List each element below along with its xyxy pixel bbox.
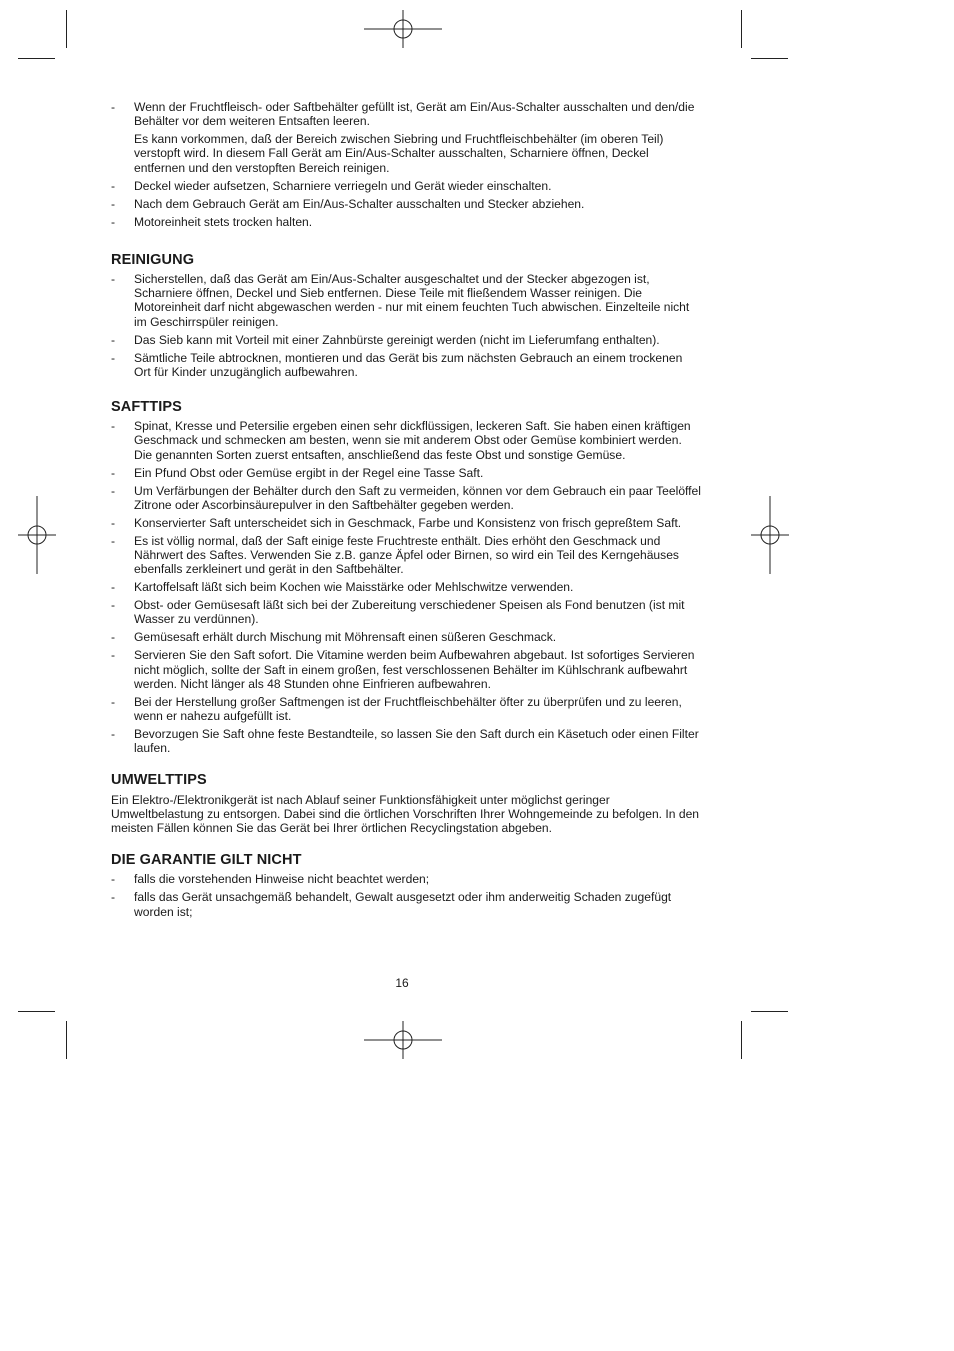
crop-mark (66, 10, 67, 48)
page-number: 16 (395, 976, 409, 990)
section-heading-safttips: SAFTTIPS (111, 399, 182, 416)
main-content (111, 100, 701, 923)
list-item: - falls das Gerät unsachgemäß behandelt, Gewalt ausgesetzt oder ihm anderweitig Schaden zugefügt worden ist; (111, 890, 701, 918)
list-item-continuation: Es kann vorkommen, daß der Bereich zwischen Siebring und Fruchtfleischbehälter (im oberen Teil) verstopft wird. In diesem Fall Gerät am Ein/Aus-Schalter ausschalten, Scharniere öffnen, Deckel entfernen und den verstopften Bereich reinigen. (134, 132, 664, 175)
list-item: - Konservierter Saft unterscheidet sich in Geschmack, Farbe und Konsistenz von frisch gepreßtem Saft. (111, 516, 701, 530)
registration-mark-bottom (364, 1021, 442, 1059)
crop-mark (751, 1011, 788, 1012)
list-item: - Bei der Herstellung großer Saftmengen ist der Fruchtfleischbehälter öfter zu überprüfen und zu leeren, wenn er nahezu aufgefüllt ist. (111, 695, 701, 723)
crop-mark (741, 1021, 742, 1059)
list-item: - Bevorzugen Sie Saft ohne feste Bestandteile, so lassen Sie den Saft durch ein Käsetuch oder einen Filter laufen. (111, 727, 701, 755)
list-item: - Das Sieb kann mit Vorteil mit einer Zahnbürste gereinigt werden (nicht im Lieferumfang enthalten). (111, 333, 701, 347)
list-item: - Um Verfärbungen der Behälter durch den Saft zu vermeiden, können vor dem Gebrauch ein paar Teelöffel Zitrone oder Ascorbinsäurepulver in den Saftbehälter gegeben werden. (111, 484, 701, 512)
list-item: - Motoreinheit stets trocken halten. (111, 215, 701, 229)
safttips-list (111, 419, 701, 755)
list-item: - Ein Pfund Obst oder Gemüse ergibt in der Regel eine Tasse Saft. (111, 466, 701, 480)
section-heading-umwelttips: UMWELTTIPS (111, 772, 207, 789)
list-item: - Wenn der Fruchtfleisch- oder Saftbehälter gefüllt ist, Gerät am Ein/Aus-Schalter ausschalten und den/die Behälter vor dem weiteren Entsaften leeren. (111, 100, 701, 128)
garantie-list (111, 872, 701, 918)
list-item: - Obst- oder Gemüsesaft läßt sich bei der Zubereitung verschiedener Speisen als Fond benutzen (ist mit Wasser zu verdünnen). (111, 598, 701, 626)
list-item: - Servieren Sie den Saft sofort. Die Vitamine werden beim Aufbewahren abgebaut. Ist sofortiges Servieren nicht möglich, sollte der Saft in einem großen, fest verschlossenen Behälter im Kühlschrank aufbewahrt werden. Nicht länger als 48 Stunden ohne Einfrieren aufbewahren. (111, 648, 701, 691)
list-item: - Gemüsesaft erhält durch Mischung mit Möhrensaft einen süßeren Geschmack. (111, 630, 701, 644)
list-item: - Es ist völlig normal, daß der Saft einige feste Fruchtreste enthält. Dies erhöht den Geschmack und Nährwert des Saftes. Verwenden Sie z.B. ganze Äpfel oder Birnen, so wird ein Teil des Kerngehäuses ebenfalls zerkleinert und gerät in den Saftbehälter. (111, 534, 701, 577)
section-heading-garantie: DIE GARANTIE GILT NICHT (111, 852, 302, 869)
list-item: - Nach dem Gebrauch Gerät am Ein/Aus-Schalter ausschalten und Stecker abziehen. (111, 197, 701, 211)
reinigung-list (111, 272, 701, 379)
registration-mark-right (751, 496, 789, 574)
list-item: - Sämtliche Teile abtrocknen, montieren und das Gerät bis zum nächsten Gebrauch an einem trockenen Ort für Kinder unzugänglich aufbewahren. (111, 351, 701, 379)
section-heading-reinigung: REINIGUNG (111, 251, 195, 268)
list-item: - Kartoffelsaft läßt sich beim Kochen wie Maisstärke oder Mehlschwitze verwenden. (111, 580, 701, 594)
registration-mark-top (364, 10, 442, 48)
crop-mark (741, 10, 742, 48)
list-item: - Spinat, Kresse und Petersilie ergeben einen sehr dickflüssigen, leckeren Saft. Sie haben einen kräftigen Geschmack und schmecken am besten, wenn sie mit anderem Obst oder Gemüse kombiniert werden. Die genannten Sorten zuerst entsaften, anschließend das feste Obst und sonstige Gemüse. (111, 419, 701, 462)
intro-list (111, 100, 701, 229)
crop-mark (18, 58, 55, 59)
list-item: - Deckel wieder aufsetzen, Scharniere verriegeln und Gerät wieder einschalten. (111, 179, 701, 193)
list-item: - falls die vorstehenden Hinweise nicht beachtet werden; (111, 872, 701, 886)
crop-mark (751, 58, 788, 59)
crop-mark (66, 1021, 67, 1059)
umwelttips-text: Ein Elektro-/Elektronikgerät ist nach Ablauf seiner Funktionsfähigkeit unter möglichst geringer Umweltbelastung zu entsorgen. Dabei sind die örtlichen Vorschriften Ihrer Wohngemeinde zu befolgen. In den meisten Fällen können Sie das Gerät bei Ihrer örtlichen Recyclingstation abgeben. (111, 792, 700, 836)
list-item: - Sicherstellen, daß das Gerät am Ein/Aus-Schalter ausgeschaltet und der Stecker abgezogen ist, Scharniere öffnen, Deckel und Sieb entfernen. Diese Teile mit fließendem Wasser reinigen. Die Motoreinheit darf nicht abgewaschen werden - nur mit einem feuchten Tuch abwischen. Einzelteile nicht im Geschirrspüler reinigen. (111, 272, 701, 329)
registration-mark-left (18, 496, 56, 574)
crop-mark (18, 1011, 55, 1012)
